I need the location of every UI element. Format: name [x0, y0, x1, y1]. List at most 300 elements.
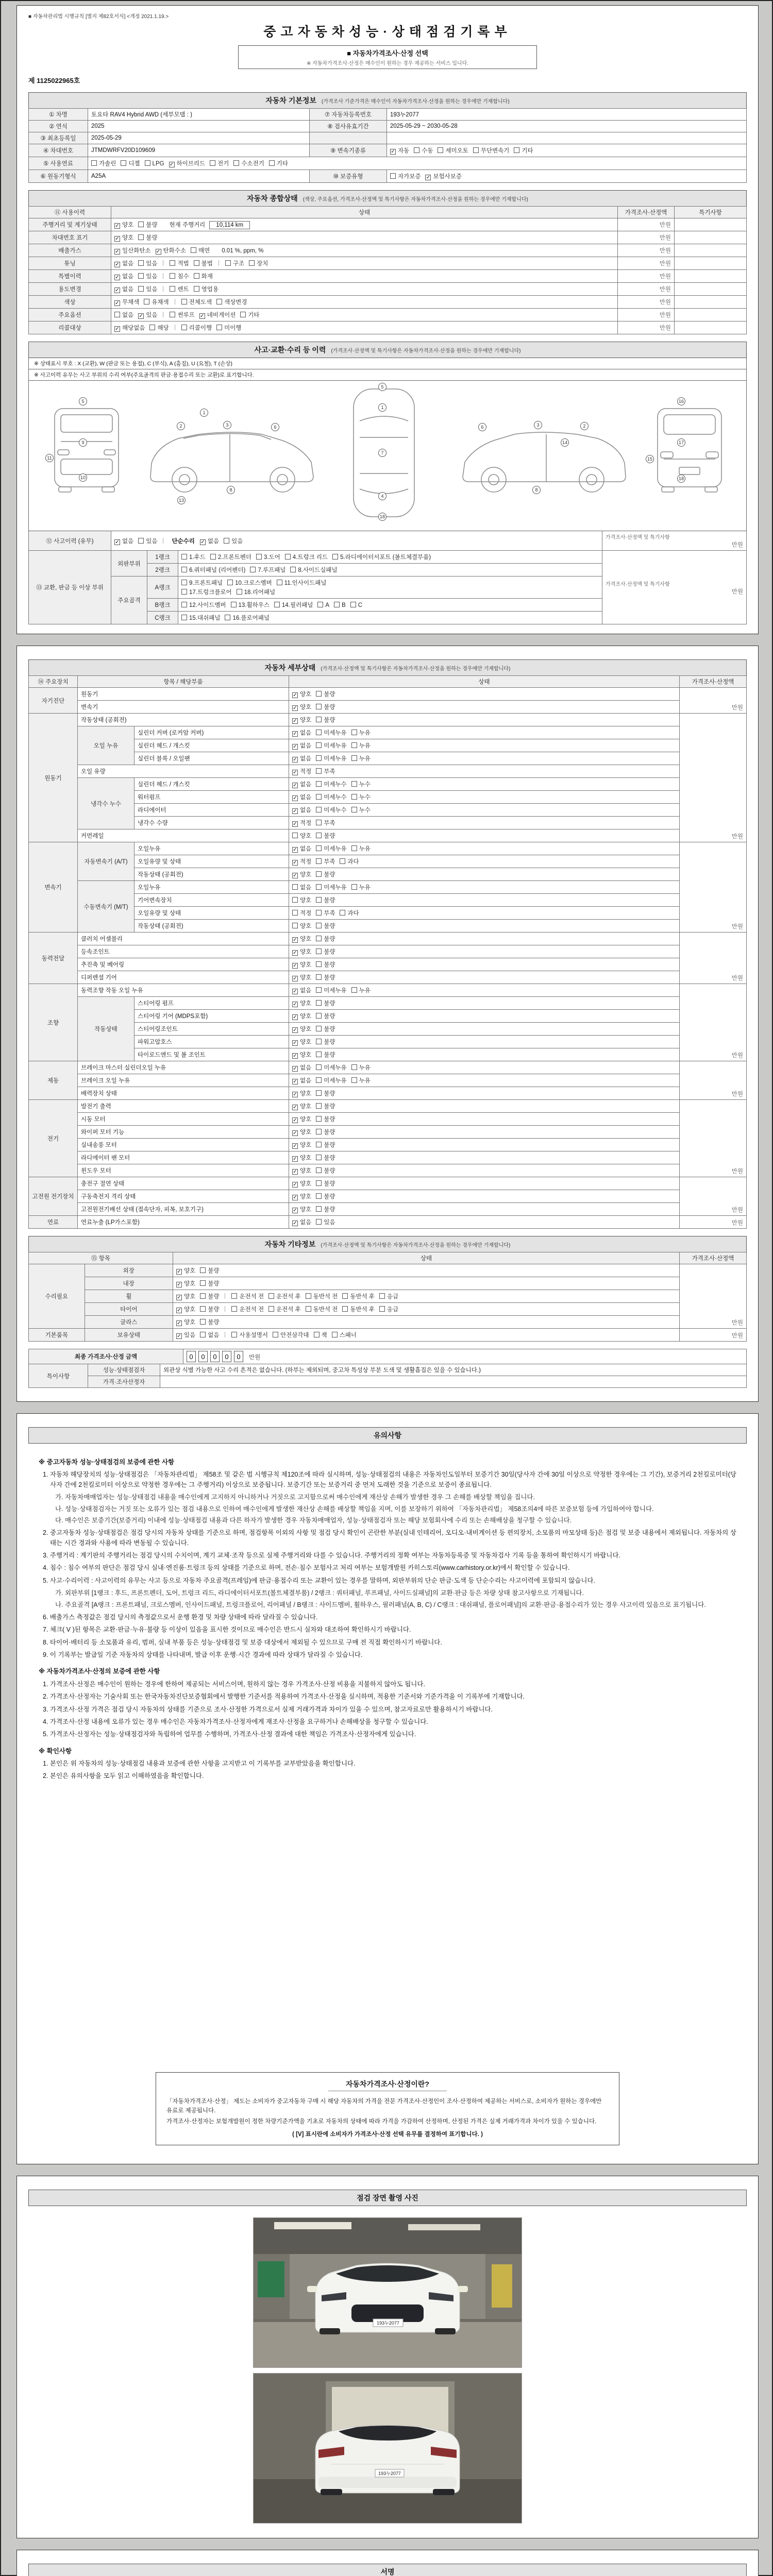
checkbox-label: 양호: [184, 1268, 196, 1274]
checkbox-label: 없음: [300, 756, 312, 762]
checkbox-label: 가솔린: [99, 161, 116, 167]
part-label: 와이퍼 모터 기능: [78, 1126, 289, 1139]
use-history-state: [111, 296, 618, 309]
checkbox-label: C: [358, 602, 363, 608]
checkbox-option: [316, 973, 335, 981]
part-state: [289, 791, 680, 804]
checkbox-label: 불량: [324, 936, 335, 942]
etc-row: [29, 1290, 747, 1303]
detail-row: [29, 726, 747, 739]
checkbox-icon: [340, 910, 345, 916]
price-cell: 만원: [618, 244, 675, 257]
checkbox-icon: ✓: [177, 1269, 181, 1275]
price-cell: 만원: [618, 218, 675, 231]
part-label: 라디에이터 팬 모터: [78, 1151, 289, 1164]
checkbox-label: 불량: [208, 1281, 220, 1287]
checkbox-icon: [316, 1206, 322, 1212]
accident-history-table: [28, 531, 747, 551]
detail-row: [29, 829, 747, 842]
checkbox-label: 없음: [208, 1332, 220, 1338]
checkbox-label: 일산화탄소: [122, 248, 151, 254]
page-gap: [1, 1402, 773, 1413]
checkbox-option: [340, 857, 359, 866]
checkbox-option: [200, 1318, 219, 1326]
checkbox-label: 누유: [359, 730, 371, 736]
checkbox-label: 불량: [324, 1207, 335, 1213]
checkbox-label: 9.프론트패널: [189, 580, 223, 586]
checkbox-icon: [194, 273, 199, 279]
checkbox-icon: ✓: [177, 1295, 181, 1300]
checkbox-option: [292, 690, 311, 698]
checkbox-option: [350, 602, 362, 608]
checkbox-label: 불량: [146, 235, 158, 241]
field-label: [310, 132, 387, 144]
part-state: [289, 997, 680, 1010]
checkbox-icon: [225, 260, 231, 266]
checkbox-label: 14.필러패널: [281, 602, 313, 608]
checkbox-icon: [233, 160, 239, 166]
price-survey-info-title: 자동차가격조사·산정이란?: [328, 2078, 447, 2092]
etc-item-label: 타이어: [85, 1303, 173, 1316]
notice-sub: 다. 매수인은 보증기간(보증거리) 이내에 성능·상태점검 내용과 다른 하자가 발생한 경우 자동차매매업자, 성능·상태점검자 또는 해당 보험회사에 수리 또는 손해배상을 청구할 수 있습니다.: [55, 1516, 572, 1524]
price-cell: 만원: [680, 714, 747, 842]
checkbox-icon: ✓: [115, 275, 120, 280]
checkbox-label: 장치: [257, 261, 268, 267]
checkbox-icon: [306, 1293, 311, 1299]
checkbox-option: [169, 159, 206, 167]
checkbox-option: [290, 566, 337, 574]
part-label: 브레이크 마스터 실린더오일 누유: [78, 1061, 289, 1074]
final-price-label: 최종 가격조사·산정 금액: [29, 1349, 183, 1364]
checkbox-icon: [351, 755, 357, 761]
detail-row: [29, 714, 747, 726]
section-note: (가격조사·산정액 및 특기사항은 자동차가격조사·산정을 원하는 경우에만 기재합니다): [321, 1243, 511, 1248]
final-price-section: [28, 1349, 747, 1364]
price-survey-select-label: ■ 자동차가격조사·산정 선택: [347, 49, 428, 57]
etc-item-state: [173, 1277, 680, 1290]
price-cell: 만원: [618, 257, 675, 270]
checkbox-label: 없음: [207, 538, 220, 545]
checkbox-icon: ✓: [293, 795, 297, 801]
detail-row: [29, 1164, 747, 1177]
detail-row: [29, 701, 747, 714]
checkbox-option: [121, 159, 140, 167]
checkbox-icon: ✓: [177, 1333, 181, 1339]
checkbox-label: 불량: [324, 1013, 335, 1020]
sheet-notice: [16, 1413, 759, 2164]
checkbox-option: [170, 272, 189, 280]
checkbox-option: [138, 537, 157, 545]
checkbox-option: [351, 793, 371, 801]
basic-info-header: [28, 92, 747, 109]
checkbox-option: [156, 246, 186, 255]
checkbox-label: 5.라디에이터서포트 (볼트체결부품): [340, 554, 431, 561]
use-history-label: 색상: [29, 296, 111, 309]
page-gap: [1, 2164, 773, 2176]
notice-item: 5. 가격조사·산정자는 성능·상태점검자와 독립하여 업무를 수행하며, 가격조사·산정 결과에 대한 책임은 가격조사·산정자에게 있습니다.: [43, 1731, 416, 1738]
inspection-photo-front: [253, 2217, 522, 2368]
detail-state-header: [28, 659, 747, 676]
checkbox-option: [250, 566, 285, 574]
checkbox-option: [292, 1141, 311, 1149]
appraiser-role-label: 가격·조사산정자: [88, 1376, 160, 1388]
checkbox-icon: [256, 554, 262, 560]
price-cell: 만원: [680, 984, 747, 1061]
part-state: [289, 1048, 680, 1061]
checkbox-icon: [316, 1129, 322, 1134]
checkbox-label: 화재: [201, 274, 213, 280]
checkbox-icon: [316, 1026, 322, 1031]
part-state: [289, 1061, 680, 1074]
detail-row: [29, 804, 747, 817]
checkbox-icon: [316, 884, 322, 890]
checkbox-label: 양호: [300, 1129, 312, 1136]
detail-row: [29, 1216, 747, 1229]
checkbox-label: 없음: [300, 885, 312, 891]
use-history-state: [111, 321, 618, 334]
checkbox-option: [514, 146, 533, 155]
part-state: [289, 688, 680, 701]
checkbox-icon: [138, 538, 144, 544]
checkbox-icon: [316, 1180, 322, 1186]
part-state: [289, 1074, 680, 1087]
part-label: 작동상태 (공회전): [135, 868, 289, 881]
use-history-state: [111, 283, 618, 296]
price-value: 만원: [731, 588, 743, 595]
checkbox-option: [316, 1076, 346, 1084]
part-state: [289, 765, 680, 778]
checkbox-option: [292, 935, 311, 943]
document-title: 중고자동차성능·상태점검기록부: [263, 25, 512, 39]
checkbox-option: [316, 986, 346, 994]
checkbox-option: [317, 602, 329, 608]
final-price-table: [28, 1349, 747, 1364]
checkbox-label: 응급: [387, 1307, 399, 1313]
checkbox-option: [114, 221, 133, 229]
checkbox-label: 미세누유: [324, 846, 347, 852]
part-label: 시동 모터: [78, 1113, 289, 1126]
checkbox-icon: [306, 1306, 311, 1312]
price-cell: 만원: [680, 933, 747, 984]
checkbox-label: 무단변속기: [480, 148, 510, 154]
checkbox-icon: [332, 554, 338, 560]
price-note-label: 가격조사·산정액 및 특기사항: [606, 581, 670, 587]
diagram-part-number: 4: [378, 492, 386, 500]
checkbox-option: [216, 324, 241, 332]
checkbox-option: [170, 311, 194, 319]
field-label: ⑤ 사용연료: [29, 157, 88, 170]
device-group-label: 전기: [29, 1100, 78, 1177]
detail-row: [29, 984, 747, 997]
checkbox-option: [292, 767, 311, 775]
summary-header: [28, 190, 747, 207]
rank-options: [178, 551, 602, 564]
field-label: ③ 최초등록일: [29, 132, 88, 144]
device-group-label: 제동: [29, 1061, 78, 1100]
checkbox-option: [224, 537, 243, 545]
checkbox-icon: ✓: [293, 808, 297, 814]
checkbox-option: [181, 601, 226, 609]
detail-row: [29, 1190, 747, 1203]
checkbox-option: [332, 553, 431, 561]
checkbox-icon: [277, 580, 282, 585]
checkbox-icon: ✓: [293, 1014, 297, 1020]
checkbox-label: 구조: [232, 261, 245, 267]
checkbox-label: 사용설명서: [239, 1332, 268, 1338]
note-cell: [675, 270, 747, 283]
checkbox-label: 탄화수소: [163, 248, 186, 254]
checkbox-option: [249, 259, 268, 267]
checkbox-option: [114, 324, 145, 332]
exchange-price-cell: [602, 551, 747, 624]
checkbox-icon: [170, 312, 175, 317]
part-label: 배력장치 상태: [78, 1087, 289, 1100]
checkbox-option: [292, 728, 311, 737]
checkbox-label: 없음: [122, 274, 134, 280]
checkbox-option: [414, 146, 433, 155]
price-cell: 만원: [680, 688, 747, 714]
checkbox-option: [181, 614, 220, 622]
photo-rear-svg: [254, 2374, 522, 2523]
part-label: 오일유량 및 상태: [135, 907, 289, 920]
checkbox-label: A: [325, 602, 330, 608]
checkbox-icon: [91, 160, 97, 166]
checkbox-option: [114, 285, 133, 293]
remarks-row: [29, 1364, 747, 1376]
section-title: 자동차 세부상태: [264, 664, 316, 672]
rank-options: [178, 599, 602, 612]
checkbox-option: [292, 780, 311, 788]
rank-label: A랭크: [147, 577, 178, 599]
checkbox-label: 누유: [359, 743, 371, 749]
notice-item: 3. 주행거리 : 계기판의 주행거리는 점검 당시의 수치이며, 계기 교체·조작 등으로 실제 주행거리와 다를 수 있습니다. 주행거리의 정확 여부는 자동차등록증 및 자동차검사 기록 등을 통하여 확인하시기 바랍니다.: [43, 1552, 621, 1559]
checkbox-icon: [316, 1013, 322, 1019]
part-label: 오일누유: [135, 842, 289, 855]
checkbox-option: [240, 311, 259, 319]
notice-text: [39, 1451, 736, 1784]
price-cell: 만원: [618, 231, 675, 244]
checkbox-option: [181, 579, 223, 587]
checkbox-option: [194, 259, 213, 267]
checkbox-label: 불량: [208, 1268, 220, 1274]
checkbox-option: [316, 716, 335, 724]
checkbox-label: 응급: [387, 1294, 399, 1300]
checkbox-icon: ✓: [293, 744, 297, 750]
checkbox-icon: [138, 222, 144, 227]
checkbox-icon: [390, 173, 396, 179]
checkbox-option: [316, 754, 346, 762]
use-history-state: [111, 231, 618, 244]
checkbox-label: 없음: [122, 312, 134, 318]
checkbox-icon: [316, 794, 322, 800]
checkbox-option: [138, 233, 157, 242]
diagram-part-number: 6: [271, 423, 279, 431]
detail-row: [29, 752, 747, 765]
checkbox-option: [316, 870, 335, 878]
accident-history-state: [111, 531, 602, 551]
device-group-label: 연료: [29, 1216, 78, 1229]
detail-row: [29, 791, 747, 804]
checkbox-option: [292, 1205, 311, 1213]
summary-row: [29, 244, 747, 257]
checkbox-label: 불량: [324, 1116, 335, 1123]
detail-row: [29, 1177, 747, 1190]
checkbox-option: [176, 1279, 195, 1287]
checkbox-option: [292, 986, 311, 994]
checkbox-option: [351, 741, 371, 750]
checkbox-label: 미세누유: [324, 1065, 347, 1071]
part-label: 발전기 출력: [78, 1100, 289, 1113]
checkbox-label: 불량: [324, 1026, 335, 1032]
field-label: ④ 차대번호: [29, 144, 88, 157]
device-group-label: 고전원 전기장치: [29, 1177, 78, 1216]
checkbox-icon: [231, 1293, 237, 1299]
field-value: 토요타 RAV4 Hybrid AWD (세부모델 : ): [88, 109, 310, 121]
summary-row: [29, 218, 747, 231]
checkbox-icon: [316, 691, 322, 697]
checkbox-label: 불량: [208, 1294, 220, 1300]
diagram-part-number: 5: [378, 383, 386, 391]
checkbox-icon: [316, 948, 322, 954]
price-digit: 0: [234, 1351, 243, 1362]
checkbox-label: 7.루프패널: [258, 567, 286, 573]
part-label: 연료누출 (LP가스포함): [78, 1216, 289, 1229]
checkbox-option: [292, 793, 311, 801]
checkbox-label: 없음: [300, 807, 312, 814]
checkbox-label: 안전삼각대: [280, 1332, 309, 1338]
sheet-main-info: [16, 5, 759, 634]
checkbox-icon: ✓: [293, 1195, 297, 1200]
part-label: 기어변속장치: [135, 894, 289, 907]
use-history-label: 차대번호 표기: [29, 231, 111, 244]
checkbox-option: [114, 233, 133, 242]
checkbox-label: 미세누유: [324, 1078, 347, 1084]
checkbox-icon: [316, 1167, 322, 1173]
checkbox-label: 없음: [122, 538, 134, 545]
field-value: 2025-05-29 ~ 2030-05-28: [387, 121, 747, 132]
checkbox-label: 부족: [324, 820, 335, 826]
checkbox-option: [200, 537, 219, 545]
checkbox-option: [194, 285, 219, 293]
checkbox-label: 불량: [146, 222, 158, 228]
checkbox-label: 누수: [359, 794, 371, 801]
checkbox-label: 불량: [324, 949, 335, 955]
use-history-state: [111, 270, 618, 283]
checkbox-icon: ✓: [293, 731, 297, 737]
checkbox-icon: [121, 160, 126, 166]
notice-item: 2. 본인은 유의사항을 모두 읽고 이해하였음을 확인합니다.: [43, 1772, 204, 1780]
note-cell: [675, 257, 747, 270]
checkbox-icon: [379, 1293, 385, 1299]
checkbox-label: 있음: [184, 1332, 196, 1338]
checkbox-label: 동반석 전: [313, 1307, 338, 1313]
note-cell: [675, 296, 747, 309]
checkbox-option: [292, 883, 311, 891]
note-cell: [675, 231, 747, 244]
use-history-label: 리콜대상: [29, 321, 111, 334]
checkbox-option: [200, 1266, 219, 1275]
checkbox-icon: [316, 1103, 322, 1109]
remarks-section: [28, 1364, 747, 1388]
checkbox-icon: [170, 273, 175, 279]
notice-item: 5. 사고·수리이력 : 사고이력의 유무는 사고 등으로 자동차 주요골격(프레임)에 판금·용접수리 또는 교환이 있는 경우를 말하며, 외판부위의 단순 판금·도색 등 단순수리는 사고이력에 포함되지 않습니다.: [43, 1577, 595, 1584]
checkbox-icon: [316, 781, 322, 787]
photos-header: [28, 2190, 747, 2206]
price-cell: 만원: [680, 842, 747, 933]
etc-info-section: [28, 1236, 747, 1342]
checkbox-option: [256, 553, 280, 561]
part-state: [289, 829, 680, 842]
checkbox-icon: [181, 615, 187, 620]
checkbox-label: 3.도어: [263, 554, 280, 561]
basic-info-row: [29, 121, 747, 132]
diagram-part-number: 7: [378, 449, 386, 457]
notice-item: 7. 체크( V )된 항목은 교환·판금·누유·불량 등 이상이 있음을 표시한 것이므로 매수인은 반드시 실차와 대조하여 확인하시기 바랍니다.: [43, 1626, 411, 1634]
note-cell: [675, 244, 747, 257]
device-subgroup-label: 냉각수 누수: [78, 778, 135, 829]
checkbox-icon: [340, 858, 345, 864]
checkbox-option: [292, 1218, 311, 1226]
checkbox-label: 17.트렁크플로어: [189, 589, 232, 596]
detail-row: [29, 1100, 747, 1113]
checkbox-option: [316, 896, 335, 904]
use-history-state: [111, 218, 618, 231]
diagram-part-number: 18: [677, 474, 685, 483]
checkbox-option: [292, 806, 311, 814]
col-item: ⑮ 항목: [29, 1252, 173, 1264]
checkbox-option: [200, 1305, 219, 1313]
checkbox-icon: ✓: [293, 718, 297, 724]
use-history-state: [111, 309, 618, 321]
checkbox-icon: [268, 1293, 274, 1299]
price-survey-info-footer: ( [V] 표시란에 소비자가 가격조사·산정 선택 유무를 결정하여 표기합니다. ): [292, 2131, 483, 2138]
checkbox-option: [292, 844, 311, 853]
part-label: 추진축 및 베어링: [78, 958, 289, 971]
checkbox-label: 1.후드: [189, 554, 206, 561]
checkbox-icon: [231, 602, 237, 607]
checkbox-label: 양호: [300, 897, 312, 904]
col-price: 가격조사·산정액: [618, 207, 675, 218]
checkbox-label: 운전석 후: [276, 1307, 301, 1313]
price-unit: 만원: [249, 1354, 261, 1361]
checkbox-icon: ✓: [139, 313, 143, 319]
part-label: 충전구 절연 상태: [78, 1177, 289, 1190]
part-state: [289, 855, 680, 868]
checkbox-icon: [316, 704, 322, 709]
checkbox-label: 15.대쉬패널: [189, 615, 221, 621]
checkbox-label: 색상변경: [224, 299, 247, 306]
rank-label: 1랭크: [147, 551, 178, 564]
checkbox-icon: [317, 602, 323, 607]
checkbox-icon: [181, 567, 187, 572]
checkbox-option: [292, 1076, 311, 1084]
price-cell: 만원: [680, 1100, 747, 1177]
checkbox-icon: [290, 567, 296, 572]
page-gap: [1, 2538, 773, 2550]
checkbox-label: 누유: [359, 988, 371, 994]
checkbox-label: 양호: [184, 1319, 196, 1326]
checkbox-option: [292, 909, 311, 917]
checkbox-label: 양호: [300, 1091, 312, 1097]
part-state: [289, 1113, 680, 1126]
section-title: 자동차 기타정보: [264, 1240, 316, 1248]
checkbox-icon: [274, 602, 280, 607]
checkbox-icon: [181, 602, 187, 607]
field-value: [88, 157, 747, 170]
checkbox-option: [200, 1292, 219, 1300]
part-label: 오일누유: [135, 881, 289, 894]
etc-info-header: [28, 1236, 747, 1252]
